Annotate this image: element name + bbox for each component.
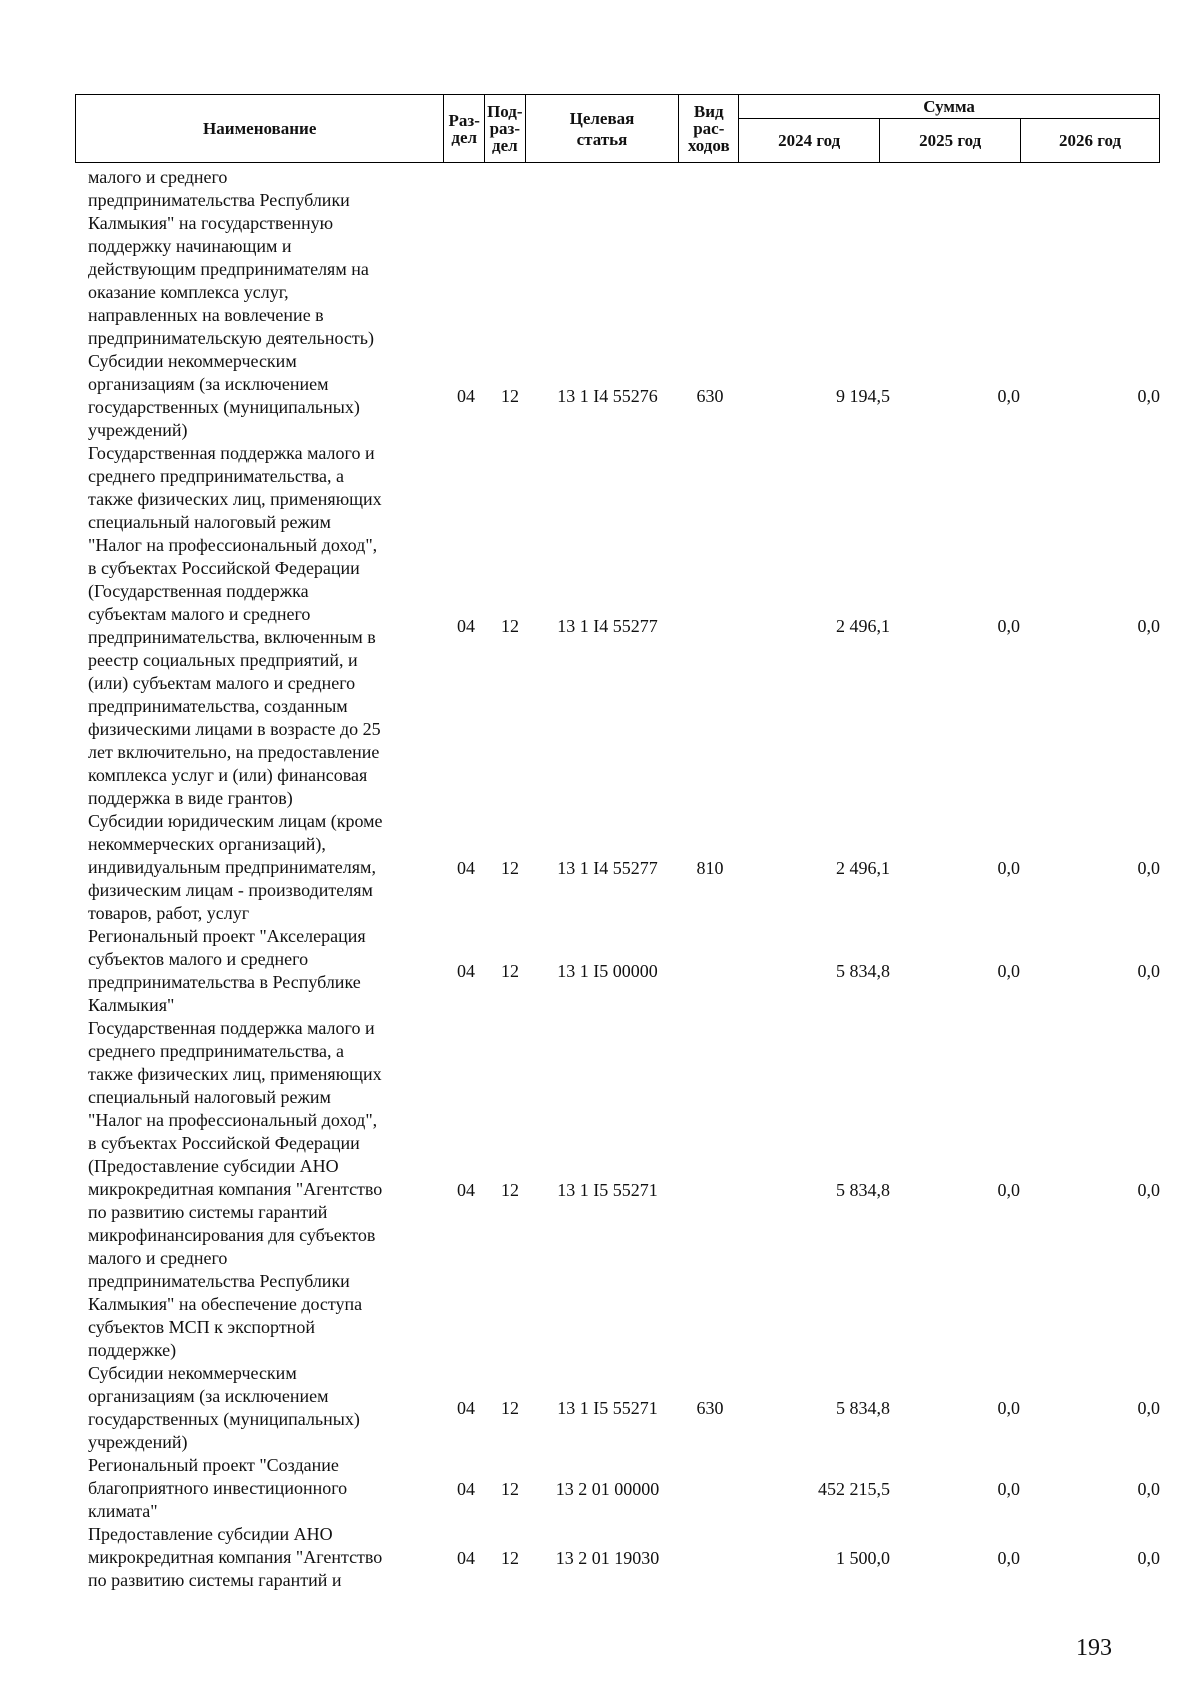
vid-rashodov-cell: 630: [696, 1398, 724, 1418]
sum-2026-cell: 0,0: [1137, 857, 1160, 878]
razdel-cell: 04: [457, 386, 475, 406]
sum-2024-cell: 5 834,8: [836, 961, 890, 981]
vid-rashodov-cell: 810: [696, 857, 724, 878]
table-row: [75, 166, 1160, 350]
razdel-cell: 04: [457, 961, 475, 981]
row-name: Региональный проект "Создание благоприятного инвестиционного климата": [88, 1455, 348, 1521]
sum-2024-cell: 2 496,1: [836, 857, 890, 878]
celevaya-statya-cell: 13 1 I5 55271: [557, 1398, 658, 1418]
celevaya-statya-cell: 13 1 I4 55277: [557, 857, 658, 878]
podrazdel-cell: 12: [501, 1478, 519, 1499]
razdel-cell: 04: [457, 1179, 475, 1200]
sum-2025-cell: 0,0: [997, 961, 1020, 981]
sum-2024-cell: 9 194,5: [836, 386, 890, 406]
sum-2026-cell: 0,0: [1137, 386, 1160, 406]
sum-2026-cell: 0,0: [1137, 616, 1160, 636]
sum-2026-cell: 0,0: [1137, 961, 1160, 981]
header-razdel: Раз- дел: [444, 95, 485, 163]
celevaya-statya-cell: 13 1 I4 55276: [557, 386, 658, 406]
sum-2025-cell: 0,0: [997, 386, 1020, 406]
row-name: Государственная поддержка малого и среднего предпринимательства, а также физических лиц, применяющих специальный налоговый режим "Налог на профессиональный доход", в субъектах Российской Федерации (Предоставление субсидии АНО микрокредитная компания "Агентство по развитию системы гарантий микрофинансирования для субъектов малого и среднего предпринимательства Республики Калмыкия" на обеспечение доступа субъектов МСП к экспортной поддержке): [88, 1018, 383, 1360]
table-row: [75, 1362, 1160, 1454]
sum-2024-cell: 2 496,1: [836, 616, 890, 636]
vid-rashodov-cell: 630: [696, 386, 724, 406]
razdel-cell: 04: [457, 1478, 475, 1499]
sum-2026-cell: 0,0: [1137, 1179, 1160, 1200]
sum-2025-cell: 0,0: [997, 1398, 1020, 1418]
sum-2026-cell: 0,0: [1137, 1547, 1160, 1568]
sum-2025-cell: 0,0: [997, 1179, 1020, 1200]
sum-2025-cell: 0,0: [997, 1547, 1020, 1568]
row-name: Предоставление субсидии АНО микрокредитная компания "Агентство по развитию системы гарантий и: [88, 1524, 383, 1590]
celevaya-statya-cell: 13 1 I4 55277: [557, 616, 658, 636]
table-row: [75, 350, 1160, 442]
sum-2024-cell: 1 500,0: [836, 1547, 890, 1568]
table-row: [75, 1523, 1160, 1592]
podrazdel-cell: 12: [501, 1547, 519, 1568]
podrazdel-cell: 12: [501, 1179, 519, 1200]
razdel-cell: 04: [457, 616, 475, 636]
table-body: [75, 166, 1160, 1592]
podrazdel-cell: 12: [501, 857, 519, 878]
celevaya-statya-cell: 13 1 I5 55271: [557, 1179, 658, 1200]
header-year-2026: 2026 год: [1021, 119, 1160, 163]
row-name: Субсидии некоммерческим организациям (за исключением государственных (муниципальных) учреждений): [88, 1363, 360, 1452]
header-celevaya-statya: Целевая статья: [525, 95, 679, 163]
header-year-2024: 2024 год: [739, 119, 880, 163]
table-row: [75, 810, 1160, 925]
header-vid-rashodov: Вид рас- ходов: [679, 95, 739, 163]
celevaya-statya-cell: 13 1 I5 00000: [557, 961, 658, 981]
sum-2025-cell: 0,0: [997, 857, 1020, 878]
row-name: Субсидии некоммерческим организациям (за исключением государственных (муниципальных) учреждений): [88, 351, 360, 440]
table-row: [75, 925, 1160, 1017]
podrazdel-cell: 12: [501, 1398, 519, 1418]
row-name: Субсидии юридическим лицам (кроме некоммерческих организаций), индивидуальным предпринимателям, физическим лицам - производителям товаров, работ, услуг: [88, 811, 383, 923]
table-header: [75, 94, 1160, 163]
razdel-cell: 04: [457, 857, 475, 878]
sum-2025-cell: 0,0: [997, 616, 1020, 636]
header-podrazdel: Под- раз- дел: [485, 95, 526, 163]
sum-2026-cell: 0,0: [1137, 1398, 1160, 1418]
header-name: Наименование: [76, 95, 444, 163]
sum-2025-cell: 0,0: [997, 1478, 1020, 1499]
table-row: [75, 1454, 1160, 1523]
sum-2024-cell: 5 834,8: [836, 1179, 890, 1200]
table-row: [75, 1017, 1160, 1362]
razdel-cell: 04: [457, 1398, 475, 1418]
page-number: 193: [1076, 1635, 1112, 1661]
row-name: Государственная поддержка малого и среднего предпринимательства, а также физических лиц, применяющих специальный налоговый режим "Налог на профессиональный доход", в субъектах Российской Федерации (Государственная поддержка субъектам малого и среднего предпринимательства, включенным в реестр социальных предприятий, и (или) субъектам малого и среднего предпринимательства, созданным физическими лицами в возрасте до 25 лет включительно, на предоставление комплекса услуг и (или) финансовая поддержка в виде грантов): [88, 443, 382, 808]
podrazdel-cell: 12: [501, 961, 519, 981]
row-name: Региональный проект "Акселерация субъектов малого и среднего предпринимательства в Республике Калмыкия": [88, 926, 366, 1015]
podrazdel-cell: 12: [501, 616, 519, 636]
sum-2024-cell: 5 834,8: [836, 1398, 890, 1418]
celevaya-statya-cell: 13 2 01 00000: [555, 1478, 660, 1499]
razdel-cell: 04: [457, 1547, 475, 1568]
sum-2026-cell: 0,0: [1137, 1478, 1160, 1499]
header-year-2025: 2025 год: [880, 119, 1021, 163]
header-summa: Сумма: [739, 95, 1160, 119]
celevaya-statya-cell: 13 2 01 19030: [555, 1547, 660, 1568]
row-name: малого и среднего предпринимательства Республики Калмыкия" на государственную поддержку начинающим и действующим предпринимателям на оказание комплекса услуг, направленных на вовлечение в предпринимательскую деятельность): [88, 167, 374, 348]
sum-2024-cell: 452 215,5: [818, 1478, 890, 1499]
podrazdel-cell: 12: [501, 386, 519, 406]
table-row: [75, 442, 1160, 810]
